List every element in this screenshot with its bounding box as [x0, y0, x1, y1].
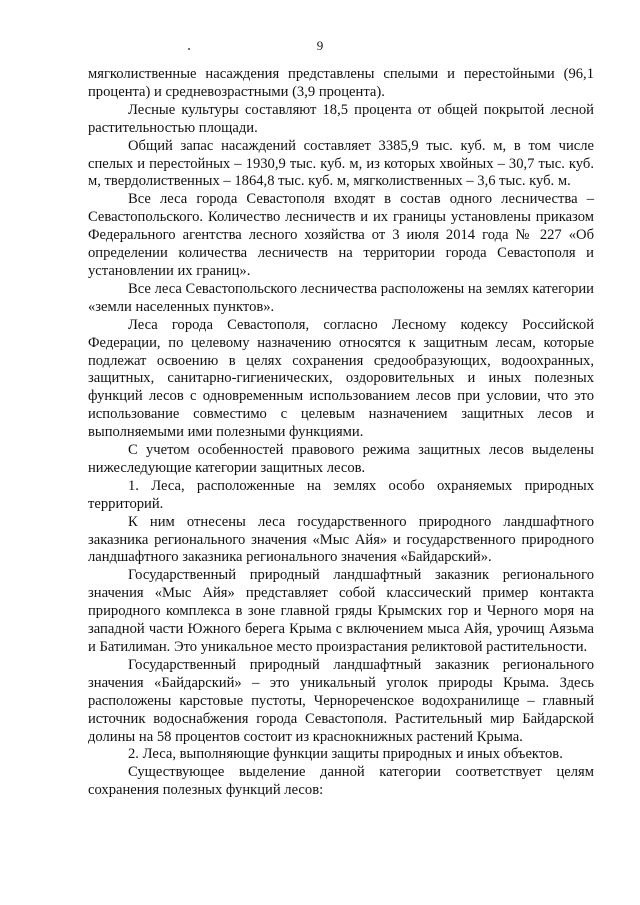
paragraph: К ним отнесены леса государственного природного ландшафтного заказника регионального значения «Мыс Айя» и государственного природного ландшафтного заказника регионального значения «Байдарский».: [88, 513, 594, 566]
paragraph: Общий запас насаждений составляет 3385,9 тыс. куб. м, в том числе спелых и перестойных – 1930,9 тыс. куб. м, из которых хвойных – 30,7 тыс. куб. м, твердолиственных – 1864,8 тыс. куб. м, мягколиственных – 3,6 тыс. куб. м.: [88, 137, 594, 190]
paragraph: Леса города Севастополя, согласно Лесному кодексу Российской Федерации, по целевому назначению относятся к защитным лесам, которые подлежат освоению в целях сохранения средообразующих, водоохранных, защитных, санитарно-гигиенических, оздоровительных и иных полезных функций лесов с одновременным использованием лесов при условии, что это использование совместимо с целевым назначением защитных лесов и выполняемыми ими полезными функциями.: [88, 316, 594, 441]
paragraph: Государственный природный ландшафтный заказник регионального значения «Байдарский» – это уникальный уголок природы Крыма. Здесь расположены карстовые пустоты, Чернореченское водохранилище – главный источник водоснабжения города Севастополя. Растительный мир Байдарской долины на 58 процентов состоит из краснокнижных растений Крыма.: [88, 656, 594, 745]
page-number: 9: [316, 38, 324, 53]
paragraph: 2. Леса, выполняющие функции защиты природных и иных объектов.: [128, 746, 563, 763]
body-text: [88, 66, 594, 800]
paragraph: Все леса города Севастополя входят в состав одного лесничества – Севастопольского. Количество лесничеств и их границы установлены приказом Федерального агентства лесного хозяйства от 3 июля 2014 года № 227 «Об определении количества лесничеств на территории города Севастополя и установлении их границ».: [88, 191, 594, 279]
paragraph: С учетом особенностей правового режима защитных лесов выделены нижеследующие категории защитных лесов.: [88, 442, 594, 476]
paragraph: мягколиственные насаждения представлены спелыми и перестойными (96,1 процента) и средневозрастными (3,9 процента).: [88, 66, 594, 100]
paragraph: Государственный природный ландшафтный заказник регионального значения «Мыс Айя» представляет собой классический пример контакта природного комплекса в зоне главной гряды Крымских гор и Черного моря на западной части Южного берега Крыма с включением мыса Айя, урочищ Аязьма и Батилиман. Это уникальное место произрастания реликтовой растительности.: [88, 567, 594, 655]
paragraph: Лесные культуры составляют 18,5 процента от общей покрытой лесной растительностью площади.: [88, 101, 594, 136]
paragraph: Существующее выделение данной категории соответствует целям сохранения полезных функций лесов:: [88, 764, 594, 799]
paragraph: Все леса Севастопольского лесничества расположены на землях категории «земли населенных пунктов».: [88, 280, 594, 315]
paragraph: 1. Леса, расположенные на землях особо охраняемых природных территорий.: [88, 477, 594, 512]
scan-speck: [188, 48, 190, 50]
